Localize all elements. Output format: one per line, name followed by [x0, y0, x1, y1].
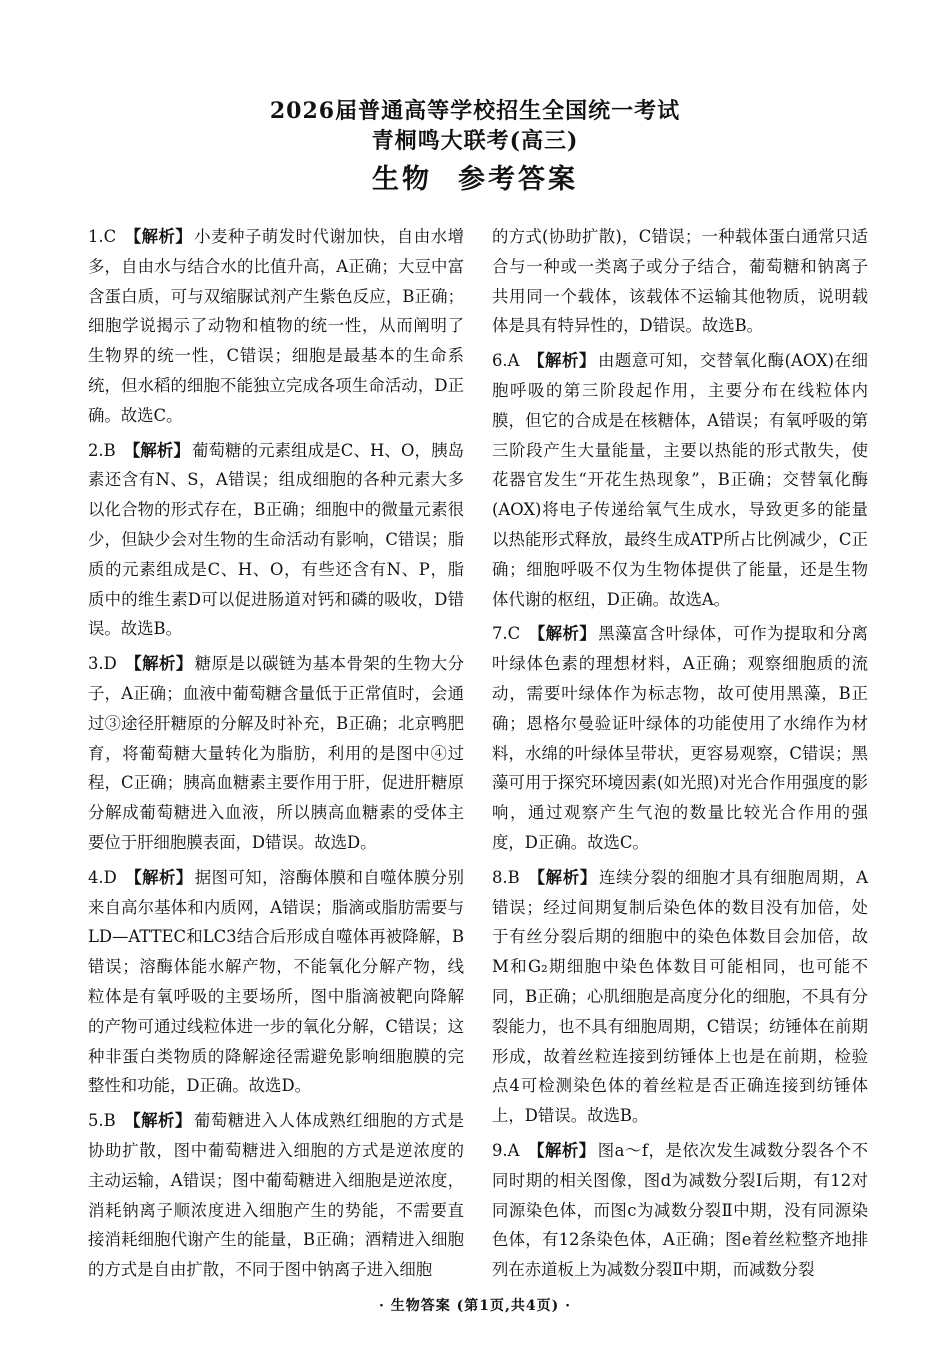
answer-text: 葡萄糖的元素组成是C、H、O，胰岛素还含有N、S，A错误；组成细胞的各种元素大多以化合物的形式存在，B正确；细胞中的微量元素很少，但缺少会对生物的生命活动有影响，C错误；脂质的元素组成是C、H、O，有些还含有N、P，脂质中的维生素D可以促进肠道对钙和磷的吸收，D错误。故选B。 [88, 440, 464, 639]
answer-item [88, 436, 464, 645]
answer-number: 3.D [88, 654, 117, 674]
answer-number: 7.C [492, 624, 521, 644]
answer-number: 4.D [88, 867, 117, 887]
answer-number: 1.C [88, 227, 117, 246]
left-column [88, 222, 464, 1290]
analysis-tag: 【解析】 [527, 1140, 596, 1160]
answer-item [88, 863, 464, 1101]
analysis-tag: 【解析】 [123, 1111, 192, 1131]
answer-text: 连续分裂的细胞才具有细胞周期，A错误；经过间期复制后染色体的数目没有加倍，处于有丝分裂后期的细胞中的染色体数目会加倍，故M和G₂期细胞中染色体数目可能相同，也可能不同，B正确；心肌细胞是高度分化的细胞，不具有分裂能力，也不具有细胞周期，C错误；纺锤体在前期形成，故着丝粒连接到纺锤体上也是在前期，检验点4可检测染色体的着丝粒是否正确连接到纺锤体上，D错误。故选B。 [492, 867, 868, 1126]
answer-text: 由题意可知，交替氧化酶(AOX)在细胞呼吸的第三阶段起作用，主要分布在线粒体内膜，但它的合成是在核糖体，A错误；有氧呼吸的第三阶段产生大量能量，主要以热能的形式散失，使花器官发生“开花生热现象”，B正确；交替氧化酶(AOX)将电子传递给氧气生成水，导致更多的能量以热能形式释放，最终生成ATP所占比例减少，C正确；细胞呼吸不仅为生物体提供了能量，还是生物体代谢的枢纽，D正确。故选A。 [492, 351, 869, 609]
answer-text: 图a～f，是依次发生减数分裂各个不同时期的相关图像，图d为减数分裂Ⅰ后期，有12对同源染色体，而图c为减数分裂Ⅱ中期，没有同源染色体，有12条染色体，A正确；图e着丝粒整齐地排列在赤道板上为减数分裂Ⅱ中期，而减数分裂 [492, 1140, 869, 1280]
answer-item [88, 222, 464, 431]
answer-number: 6.A [492, 351, 520, 371]
answer-number: 2.B [88, 440, 116, 460]
page-header [0, 96, 950, 200]
analysis-tag: 【解析】 [527, 351, 596, 371]
answer-number: 8.B [492, 867, 520, 887]
answer-number: 5.B [88, 1111, 116, 1131]
exam-title: 2026届普通高等学校招生全国统一考试 [269, 98, 681, 124]
answer-item [492, 863, 868, 1131]
answer-text: 的方式(协助扩散)，C错误；一种载体蛋白通常只适合与一种或一类离子或分子结合，葡萄糖和钠离子共用同一个载体，该载体不运输其他物质，说明载体是具有特异性的，D错误。故选B。 [492, 227, 868, 336]
answer-text: 小麦种子萌发时代谢加快，自由水增多，自由水与结合水的比值升高，A正确；大豆中富含蛋白质，可与双缩脲试剂产生紫色反应，B正确；细胞学说揭示了动物和植物的统一性，从而阐明了生物界的统一性，C错误；细胞是最基本的生命系统，但水稻的细胞不能独立完成各项生命活动，D正确。故选C。 [88, 227, 464, 425]
analysis-tag: 【解析】 [124, 867, 193, 887]
analysis-tag: 【解析】 [528, 624, 597, 644]
subject-label: 生物 [372, 164, 432, 195]
answer-item-continued [492, 222, 868, 341]
answer-text: 糖原是以碳链为基本骨架的生物大分子，A正确；血液中葡萄糖含量低于正常值时，会通过③途径肝糖原的分解及时补充，B正确；北京鸭肥育，将葡萄糖大量转化为脂肪，利用的是图中④过程，C正确；胰高血糖素主要作用于肝，促进肝糖原分解成葡萄糖进入血液，所以胰高血糖素的受体主要位于肝细胞膜表面，D错误。故选D。 [88, 654, 465, 852]
analysis-tag: 【解析】 [124, 654, 193, 674]
exam-subtitle: 青桐鸣大联考(高三) [371, 128, 579, 154]
answer-text: 葡萄糖进入人体成熟红细胞的方式是协助扩散，图中葡萄糖进入细胞的方式是逆浓度的主动运输，A错误；图中葡萄糖进入细胞是逆浓度，消耗钠离子顺浓度进入细胞产生的势能，不需要直接消耗细胞代谢产生的能量，B正确；酒精进入细胞的方式是自由扩散，不同于图中钠离子进入细胞 [88, 1111, 464, 1280]
answer-number: 9.A [492, 1140, 520, 1160]
answer-text: 据图可知，溶酶体膜和自噬体膜分别来自高尔基体和内质网，A错误；脂滴或脂肪需要与LD—ATTEC和LC3结合后形成自噬体再被降解，B错误；溶酶体能水解产物，不能氧化分解产物，线粒体是有氧呼吸的主要场所，图中脂滴被靶向降解的产物可通过线粒体进一步的氧化分解，C错误；这种非蛋白类物质的降解途径需避免影响细胞膜的完整性和功能，D正确。故选D。 [88, 867, 465, 1096]
answer-text: 黑藻富含叶绿体，可作为提取和分离叶绿体色素的理想材料，A正确；观察细胞质的流动，需要叶绿体作为标志物，故可使用黑藻，B正确；恩格尔曼验证叶绿体的功能使用了水绵作为材料，水绵的叶绿体呈带状，更容易观察，C错误；黑藻可用于探究环境因素(如光照)对光合作用强度的影响，通过观察产生气泡的数量比较光合作用的强度，D正确。故选C。 [492, 624, 868, 852]
page-footer: · 生物答案 (第1页,共4页) · [379, 1298, 571, 1314]
answer-heading [0, 160, 950, 200]
analysis-tag: 【解析】 [124, 227, 193, 246]
analysis-tag: 【解析】 [123, 440, 190, 460]
answer-item [88, 649, 464, 858]
right-column [492, 222, 868, 1290]
answer-item [492, 1136, 868, 1285]
answer-item [492, 346, 868, 614]
answer-item [88, 1106, 464, 1285]
answer-item [492, 619, 868, 857]
answer-title: 参考答案 [458, 164, 578, 195]
analysis-tag: 【解析】 [527, 867, 598, 887]
